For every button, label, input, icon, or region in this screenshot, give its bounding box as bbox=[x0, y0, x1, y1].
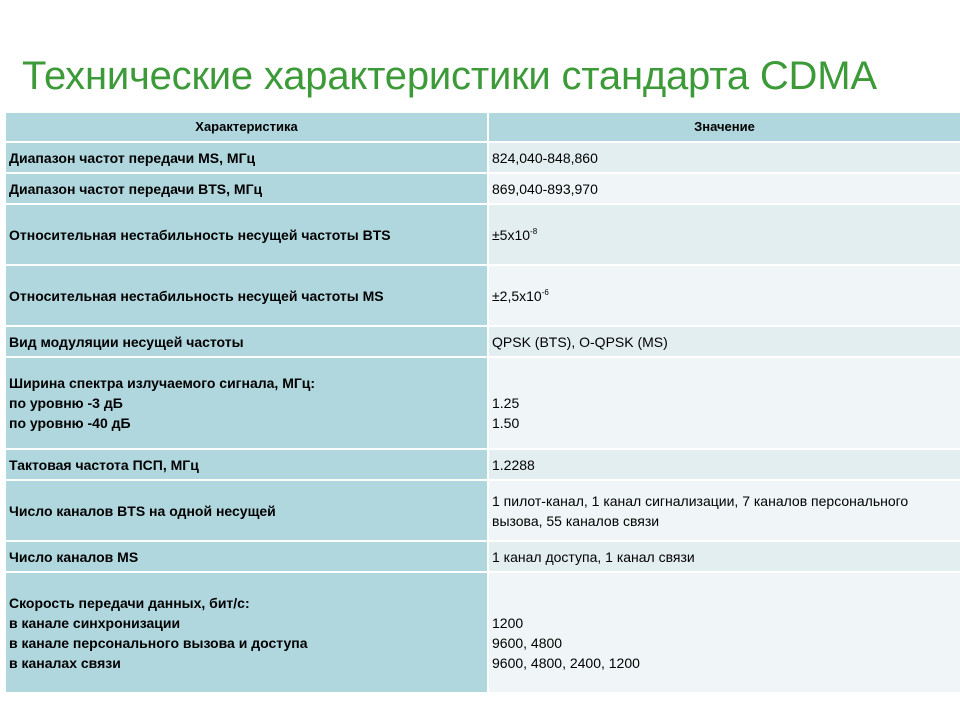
header-characteristic: Характеристика bbox=[5, 112, 488, 142]
row-value: 1.25 1.50 bbox=[488, 357, 960, 449]
row-value: $\pm 2,5х10^{-6}$ bbox=[488, 265, 960, 326]
specs-table bbox=[4, 111, 960, 694]
row-key: Диапазон частот передачи BTS, МГц bbox=[5, 173, 488, 204]
page-title: Технические характеристики стандарта CDMA bbox=[22, 54, 877, 98]
row-key: Вид модуляции несущей частоты bbox=[5, 326, 488, 357]
row-value: QPSK (BTS), O-QPSK (MS) bbox=[488, 326, 960, 357]
table-row bbox=[5, 572, 960, 693]
row-value: 1 пилот-канал, 1 канал сигнализации, 7 каналов персонального вызова, 55 каналов связи bbox=[488, 480, 960, 541]
row-key: Диапазон частот передачи MS, МГц bbox=[5, 142, 488, 173]
row-key: Тактовая частота ПСП, МГц bbox=[5, 449, 488, 480]
header-value: Значение bbox=[488, 112, 960, 142]
row-key: Относительная нестабильность несущей частоты BTS bbox=[5, 204, 488, 265]
row-key: Ширина спектра излучаемого сигнала, МГц: по уровню -3 дБ по уровню -40 дБ bbox=[5, 357, 488, 449]
table-row bbox=[5, 326, 960, 357]
table-header-row bbox=[5, 112, 960, 142]
row-key: Скорость передачи данных, бит/с: в канале синхронизации в канале персонального вызова и доступа в каналах связи bbox=[5, 572, 488, 693]
table-row bbox=[5, 265, 960, 326]
row-key: Число каналов MS bbox=[5, 541, 488, 572]
row-key: Число каналов BTS на одной несущей bbox=[5, 480, 488, 541]
row-value: 824,040-848,860 bbox=[488, 142, 960, 173]
row-value: 1 канал доступа, 1 канал связи bbox=[488, 541, 960, 572]
row-value: $\pm 5х10^{-8}$ bbox=[488, 204, 960, 265]
row-value: 1.2288 bbox=[488, 449, 960, 480]
row-value: 869,040-893,970 bbox=[488, 173, 960, 204]
table-row bbox=[5, 142, 960, 173]
table-row bbox=[5, 204, 960, 265]
row-value: 1200 9600, 4800 9600, 4800, 2400, 1200 bbox=[488, 572, 960, 693]
table-row bbox=[5, 541, 960, 572]
table-row bbox=[5, 357, 960, 449]
row-key: Относительная нестабильность несущей частоты MS bbox=[5, 265, 488, 326]
table-row bbox=[5, 449, 960, 480]
table-row bbox=[5, 173, 960, 204]
table-row bbox=[5, 480, 960, 541]
